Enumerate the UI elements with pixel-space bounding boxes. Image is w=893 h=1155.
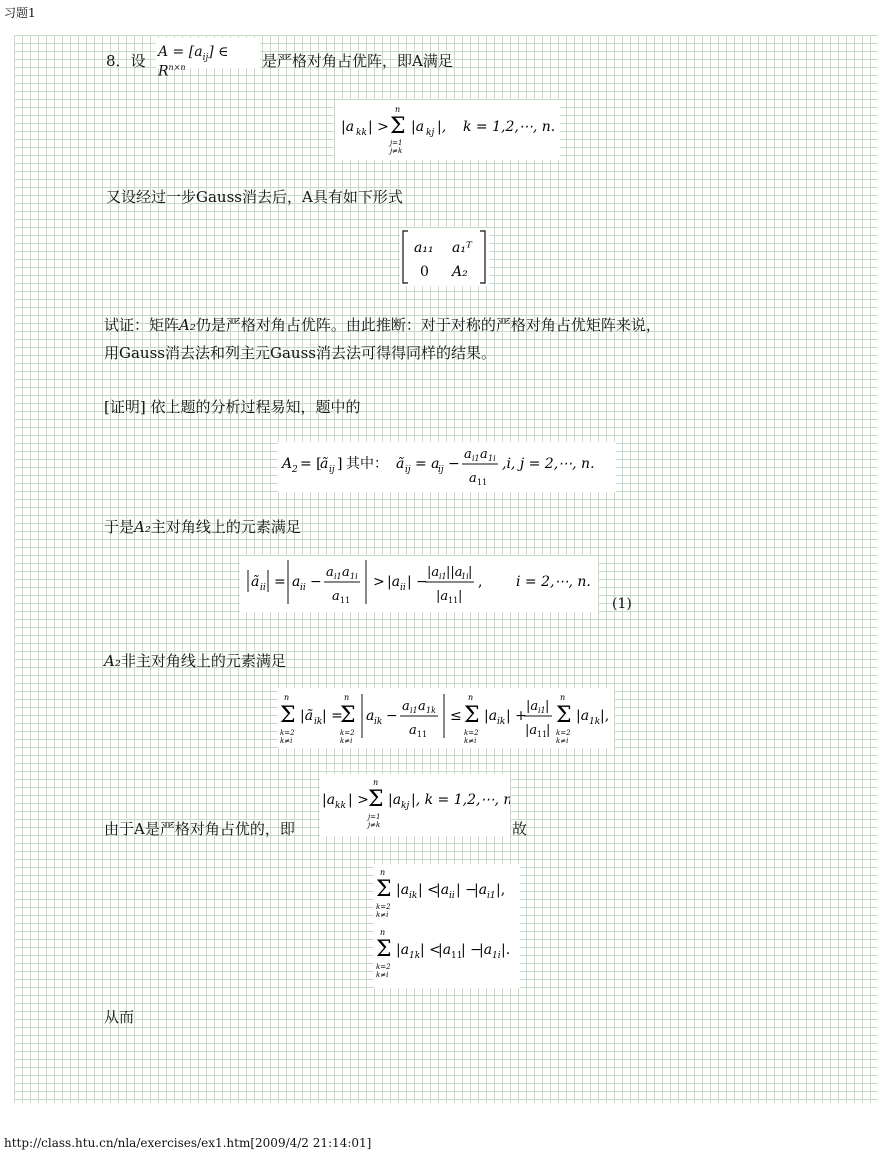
eq-part: a — [342, 565, 350, 580]
eq-part: k≠i — [464, 737, 477, 745]
equation-2-svg — [278, 688, 614, 748]
eq-part: − — [310, 574, 322, 590]
eq-part: |a — [484, 708, 498, 724]
eq-part: i1 — [487, 891, 496, 901]
eq-part: ã — [396, 456, 405, 472]
eq-part: ||a — [446, 565, 463, 580]
line3-part1: 试证：矩阵 — [104, 316, 180, 334]
problem-number: 8．设 — [106, 52, 146, 70]
eq-part: a — [480, 447, 488, 462]
eq-part: |a — [525, 723, 538, 738]
eq-part: k≠i — [376, 971, 389, 979]
eq-part: |a — [396, 882, 410, 898]
proof-line-2-text: 主对角线上的元素满足 — [150, 518, 301, 536]
eq-part: j=1 — [390, 139, 403, 147]
eq-part: 1k — [426, 706, 436, 715]
matrix-A2: A₂ — [452, 264, 468, 280]
matrix-block — [400, 228, 490, 286]
eq-part: |a — [479, 942, 493, 958]
eq-part: ] — [337, 456, 343, 472]
eq-part: | + — [506, 708, 527, 724]
eq-part: 11 — [417, 730, 428, 739]
eq-part: 11 — [477, 478, 488, 487]
eq-part: |, — [437, 119, 447, 135]
eq-part: a — [469, 471, 477, 486]
equation-4-svg — [374, 864, 520, 988]
eq-part: ij — [438, 465, 444, 475]
eq-part: k=2 — [556, 729, 571, 737]
proof-line-4: 由于A是严格对角占优的，即 — [104, 820, 295, 838]
eq-part: k=2 — [464, 729, 479, 737]
eq-part: ik — [374, 717, 383, 727]
eq-part: ii — [300, 583, 306, 593]
right-bracket-icon — [480, 231, 485, 283]
eq-part: j≠k — [390, 147, 403, 155]
eq-part: j=1 — [368, 813, 381, 821]
eq-part: kj — [401, 801, 410, 811]
sigma-icon: Σ — [464, 703, 480, 728]
eq-part: 11 — [340, 596, 351, 605]
matrix-svg — [400, 228, 490, 286]
eq-part: n — [395, 105, 401, 114]
eq-part: | < — [418, 882, 439, 898]
eq-part: a — [409, 723, 417, 738]
proof-line-2-symbol: A₂ — [134, 518, 151, 536]
eq-part: k=2 — [280, 729, 295, 737]
eq-part: |a — [387, 574, 401, 590]
page-title: 习题1 — [4, 6, 36, 20]
definition-equation — [278, 442, 616, 492]
equation-2 — [278, 688, 614, 748]
eq-part: n — [284, 693, 290, 702]
problem-intro-line — [106, 50, 146, 71]
eq-part: i = 2,⋯, n. — [516, 574, 591, 590]
eq-part: 1k — [409, 951, 421, 961]
eq-part: j≠k — [368, 821, 381, 829]
line3-part2: 仍是严格对角占优阵。由此推断：对于对称的严格对角占优矩阵来说， — [195, 316, 661, 334]
proof-line-1: [证明] 依上题的分析过程易知，题中的 — [104, 398, 361, 416]
condition-equation — [335, 100, 560, 160]
eq-part: |, — [496, 882, 506, 898]
equation-4 — [374, 864, 520, 988]
eq-part: 11 — [448, 596, 459, 605]
intro-math: $A = [a_{ij}]$ ∈ $R^{n\times n}$ — [158, 44, 229, 80]
eq-part: 1i — [461, 572, 469, 581]
eq-part: |a — [427, 565, 440, 580]
eq-part: a — [402, 699, 410, 714]
eq-part: ã — [251, 574, 260, 590]
eq-part: |a — [526, 699, 539, 714]
intro-text: 是严格对角占优阵，即A满足 — [262, 52, 453, 70]
eq-part: | — [545, 699, 550, 714]
eq-part: , — [478, 574, 483, 590]
matrix-a1T: a₁ᵀ — [452, 240, 472, 256]
eq-part: A — [282, 456, 293, 472]
eq-part: 1i — [350, 572, 358, 581]
proof-line-2-prefix: 于是 — [104, 518, 135, 536]
eq-part: k=2 — [376, 963, 391, 971]
proof-line-3-symbol: A₂ — [104, 652, 121, 670]
eq-part: ,i, j = 2,⋯, n. — [502, 456, 595, 472]
eq-part: | — [546, 723, 551, 738]
page-footer-url: http://class.htu.cn/nla/exercises/ex1.htm[2009/4/2 21:14:01] — [4, 1136, 372, 1150]
eq-part: a — [332, 589, 340, 604]
eq-part: |a — [438, 942, 452, 958]
eq-part: | − — [407, 574, 428, 590]
eq-part: | > — [348, 792, 369, 808]
left-bracket-icon — [403, 231, 408, 283]
eq-part: 11 — [537, 730, 548, 739]
eq-part: 1k — [589, 717, 601, 727]
eq-part: > — [373, 574, 385, 590]
eq-part: | = — [322, 708, 343, 724]
eq-part: = — [274, 574, 286, 590]
eq-part: |, — [600, 708, 610, 724]
eq-part: |a — [474, 882, 488, 898]
eq-part: i1 — [410, 706, 418, 715]
sigma-icon: Σ — [376, 877, 392, 902]
eq-part: ≤ — [450, 708, 462, 724]
eq-part: | > — [368, 119, 389, 135]
equation-3 — [320, 774, 510, 836]
equation-1 — [240, 556, 598, 612]
sigma-icon: Σ — [376, 937, 392, 962]
intro-math-box — [156, 38, 260, 80]
eq-part: − — [448, 456, 460, 472]
eq-part: ik — [409, 891, 418, 901]
eq-part: n — [344, 693, 350, 702]
eq-part: a — [464, 447, 472, 462]
eq-part: |a — [436, 882, 450, 898]
proof-line-2 — [104, 516, 301, 537]
eq-part: ij — [329, 465, 335, 475]
problem-line-4: 用Gauss消去法和列主元Gauss消去法可得得同样的结果。 — [104, 344, 496, 362]
eq-part: ã — [320, 456, 329, 472]
eq-part: = a — [415, 456, 440, 472]
eq-part: k≠i — [376, 911, 389, 919]
eq-part: | — [458, 589, 463, 604]
matrix-a11: a₁₁ — [414, 240, 434, 256]
eq-part: | < — [420, 942, 441, 958]
sigma-icon: Σ — [390, 114, 406, 139]
eq-part: k≠i — [340, 737, 353, 745]
eq-part: kj — [426, 128, 435, 138]
eq-part: a — [326, 565, 334, 580]
eq-part: n — [373, 778, 379, 787]
eq-part: ik — [314, 717, 323, 727]
eq-part: 1i — [488, 454, 496, 463]
eq-def-mid: 其中： — [346, 456, 388, 472]
eq-part: ij — [405, 465, 411, 475]
eq-part: ii — [260, 583, 266, 593]
line3-symbol: A₂ — [179, 316, 196, 334]
eq-part: k=2 — [376, 903, 391, 911]
eq-part: n — [380, 928, 386, 937]
eq-part: |ã — [300, 708, 314, 724]
eq-part: ii — [400, 583, 406, 593]
sigma-icon: Σ — [280, 703, 296, 728]
equation-1-label: (1) — [612, 596, 632, 612]
eq-part: |, k = 1,2,⋯, n. — [411, 792, 510, 808]
eq-part: i1 — [472, 454, 480, 463]
definition-equation-svg — [278, 442, 616, 492]
equation-3-svg — [320, 774, 510, 836]
eq-part: a — [366, 708, 375, 724]
sigma-icon: Σ — [556, 703, 572, 728]
eq-part: | — [468, 565, 473, 580]
eq-part: 11 — [451, 951, 463, 961]
eq-part: i1 — [538, 706, 546, 715]
eq-part: | − — [461, 942, 482, 958]
eq-part: |a — [411, 119, 425, 135]
eq-part: − — [386, 708, 398, 724]
proof-line-5: 从而 — [104, 1008, 135, 1026]
eq-part: i1 — [439, 572, 447, 581]
eq-part: |a — [436, 589, 449, 604]
eq-part: k=2 — [340, 729, 355, 737]
eq-part: a — [418, 699, 426, 714]
eq-part: |a — [396, 942, 410, 958]
eq-part: a — [292, 574, 301, 590]
proof-line-3-text: 非主对角线上的元素满足 — [120, 652, 286, 670]
eq-part: k = 1,2,⋯, n. — [463, 119, 556, 135]
equation-1-svg — [240, 556, 598, 612]
eq-part: n — [560, 693, 566, 702]
sigma-icon: Σ — [368, 787, 384, 812]
eq-part: ik — [497, 717, 506, 727]
proof-line-4-tail: 故 — [512, 820, 528, 838]
eq-part: ii — [449, 891, 455, 901]
eq-part: 2 — [292, 465, 298, 475]
eq-part: |. — [501, 942, 511, 958]
eq-part: | − — [456, 882, 477, 898]
condition-equation-svg — [335, 100, 560, 160]
eq-part: k≠i — [556, 737, 569, 745]
eq-part: n — [468, 693, 474, 702]
proof-line-3 — [104, 650, 286, 671]
sigma-icon: Σ — [340, 703, 356, 728]
eq-part: n — [380, 868, 386, 877]
eq-part: |a — [576, 708, 590, 724]
eq-part: |a — [341, 119, 355, 135]
eq-part: |a — [322, 792, 336, 808]
matrix-zero: 0 — [420, 264, 429, 280]
problem-line-2: 又设经过一步Gauss消去后，A具有如下形式 — [106, 188, 403, 206]
problem-line-3 — [104, 314, 661, 335]
eq-part: 1i — [492, 951, 501, 961]
eq-part: kk — [335, 801, 346, 811]
eq-part: = [ — [300, 456, 322, 472]
eq-part: k≠i — [280, 737, 293, 745]
eq-part: |a — [388, 792, 402, 808]
eq-part: kk — [356, 128, 367, 138]
eq-part: i1 — [334, 572, 342, 581]
